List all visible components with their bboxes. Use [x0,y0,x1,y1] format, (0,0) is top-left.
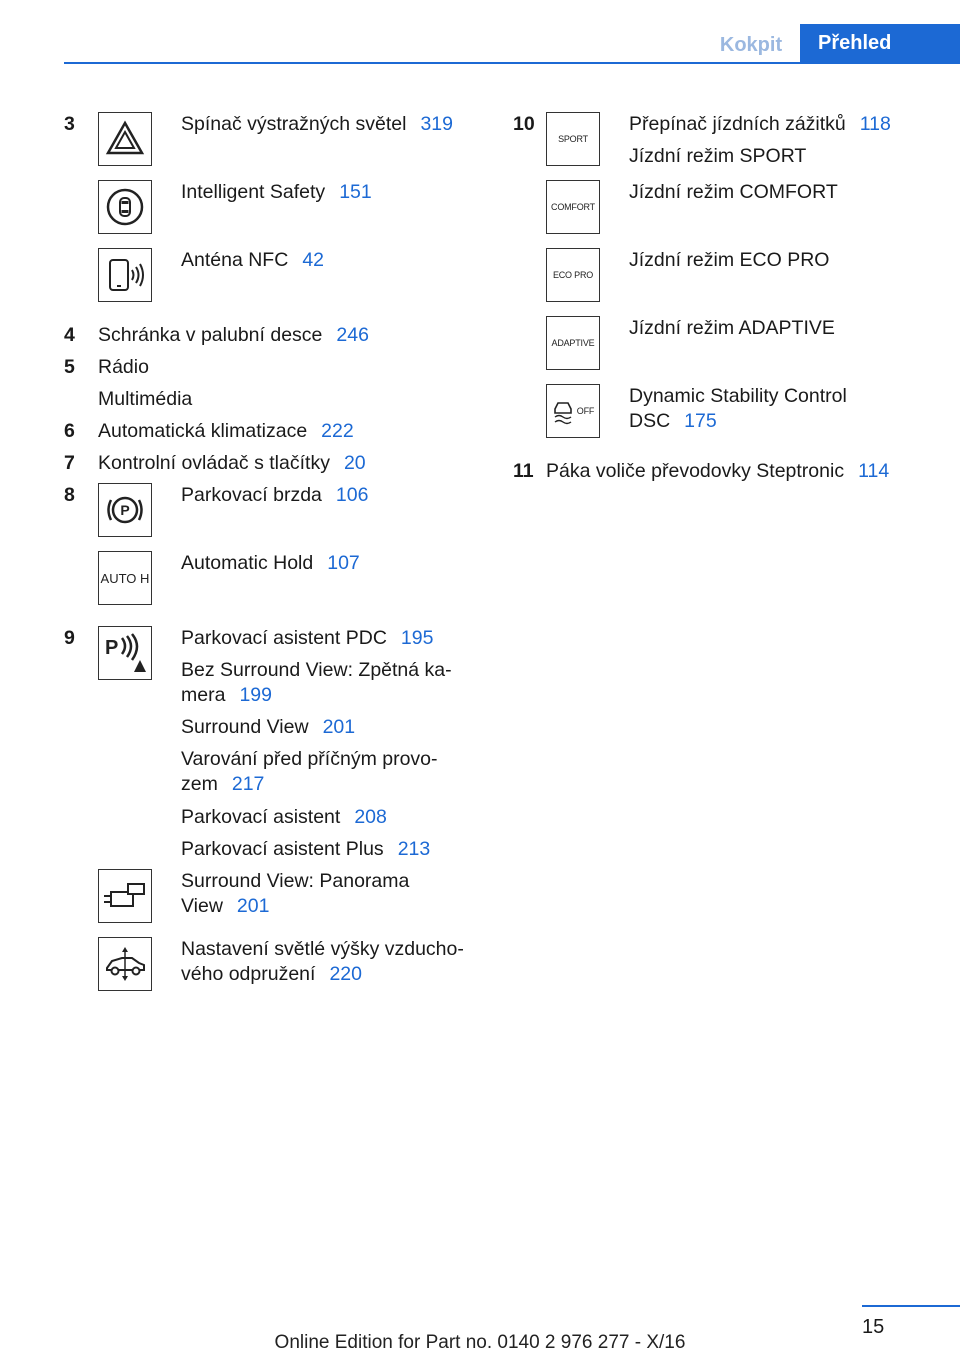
item-number: 11 [513,460,534,482]
entry-surround-view: Surround View 201 [181,716,356,738]
page-ref-link[interactable]: 114 [858,460,890,482]
edition-footer: Online Edition for Part no. 0140 2 976 277 - X/16 [274,1332,686,1353]
footer-divider [862,1305,960,1307]
page-ref-link[interactable]: 201 [236,895,270,917]
page-number: 15 [862,1316,885,1338]
page-ref-link[interactable]: 213 [397,838,431,860]
entry-dsc: Dynamic Stability Control DSC 175 [629,385,847,432]
hazard-warning-icon [98,112,152,166]
page-ref-link[interactable]: 319 [420,113,453,135]
item-number: 4 [64,324,75,346]
page-ref-link[interactable]: 195 [400,627,434,649]
entry-adaptive-mode: Jízdní režim ADAPTIVE [629,317,835,339]
sport-mode-icon [546,112,600,166]
eco-pro-mode-icon [546,248,600,302]
dsc-off-icon [546,384,600,438]
entry-ride-height: Nastavení světlé výšky vzducho- vého odpružení 220 [181,938,464,985]
entry-auto-hold: Automatic Hold 107 [181,552,360,574]
entry-parking-assistant: Parkovací asistent 208 [181,806,387,828]
page-ref-link[interactable]: 20 [343,452,366,474]
page-header [64,24,960,64]
tab-kokpit[interactable]: Kokpit [719,34,783,56]
entry-steptronic-selector: Páka voliče převodovky Steptronic 114 [546,460,890,482]
page-ref-link[interactable]: 222 [321,420,354,442]
entry-controller: Kontrolní ovládač s tlačítky 20 [98,452,366,474]
nfc-antenna-icon [98,248,152,302]
entry-comfort-mode: Jízdní režim COMFORT [629,181,838,203]
svg-text:P: P [105,637,119,659]
entry-panorama-view: Surround View: Panorama View 201 [181,870,410,917]
item-number: 9 [64,627,75,649]
item-number: 3 [64,113,75,135]
item-number: 8 [64,484,75,506]
entry-parking-assistant-plus: Parkovací asistent Plus 213 [181,838,431,860]
page-ref-link[interactable]: 208 [354,806,387,828]
entry-hazard-switch: Spínač výstražných světel 319 [181,113,453,135]
entry-rear-camera: Bez Surround View: Zpětná ka- mera 199 [181,659,452,706]
auto-hold-icon [98,551,152,605]
page-ref-link[interactable]: 106 [335,484,369,506]
parking-brake-icon [98,483,152,537]
page-ref-link[interactable]: 118 [859,113,891,135]
page-ref-link[interactable]: 175 [684,410,717,432]
entry-glove-box: Schránka v palubní desce 246 [98,324,369,346]
dsc-off-icon-label: OFF [576,406,595,416]
sport-mode-icon-label: SPORT [558,134,588,144]
auto-hold-icon-label: AUTO H [100,570,150,586]
entry-multimedia: Multimédia [98,388,193,410]
entry-eco-pro-mode: Jízdní režim ECO PRO [629,249,830,271]
entry-parking-brake: Parkovací brzda 106 [181,484,369,506]
comfort-mode-icon [546,180,600,234]
park-assist-icon [98,626,152,680]
eco-pro-mode-icon-label: ECO PRO [552,270,594,280]
entry-radio: Rádio [98,356,149,378]
page-ref-link[interactable]: 199 [239,684,272,706]
entry-nfc-antenna: Anténa NFC 42 [181,249,325,271]
ride-height-icon [98,937,152,991]
skidding-car-icon [552,397,574,425]
page-ref-link[interactable]: 42 [302,249,325,271]
panorama-view-icon [98,869,152,923]
tab-prehled[interactable]: Přehled [800,24,960,62]
page-ref-link[interactable]: 220 [329,963,362,985]
adaptive-mode-icon-label: ADAPTIVE [551,338,595,348]
entry-pdc: Parkovací asistent PDC 195 [181,627,434,649]
entry-climate-control: Automatická klimatizace 222 [98,420,354,442]
adaptive-mode-icon [546,316,600,370]
entry-sport-mode: Jízdní režim SPORT [629,145,807,167]
item-number: 10 [513,113,535,135]
item-number: 7 [64,452,75,474]
page-ref-link[interactable]: 246 [336,324,369,346]
page-ref-link[interactable]: 201 [322,716,356,738]
page-ref-link[interactable]: 151 [339,181,372,203]
item-number: 5 [64,356,75,378]
comfort-mode-icon-label: COMFORT [551,202,595,212]
entry-cross-traffic: Varování před příčným provo- zem 217 [181,748,438,795]
item-number: 6 [64,420,75,442]
page-ref-link[interactable]: 217 [231,773,265,795]
svg-text:P: P [120,502,130,518]
entry-driving-experience-switch: Přepínač jízdních zážitků 118 [629,113,891,135]
entry-intelligent-safety: Intelligent Safety 151 [181,181,372,203]
intelligent-safety-icon [98,180,152,234]
page-ref-link[interactable]: 107 [327,552,360,574]
